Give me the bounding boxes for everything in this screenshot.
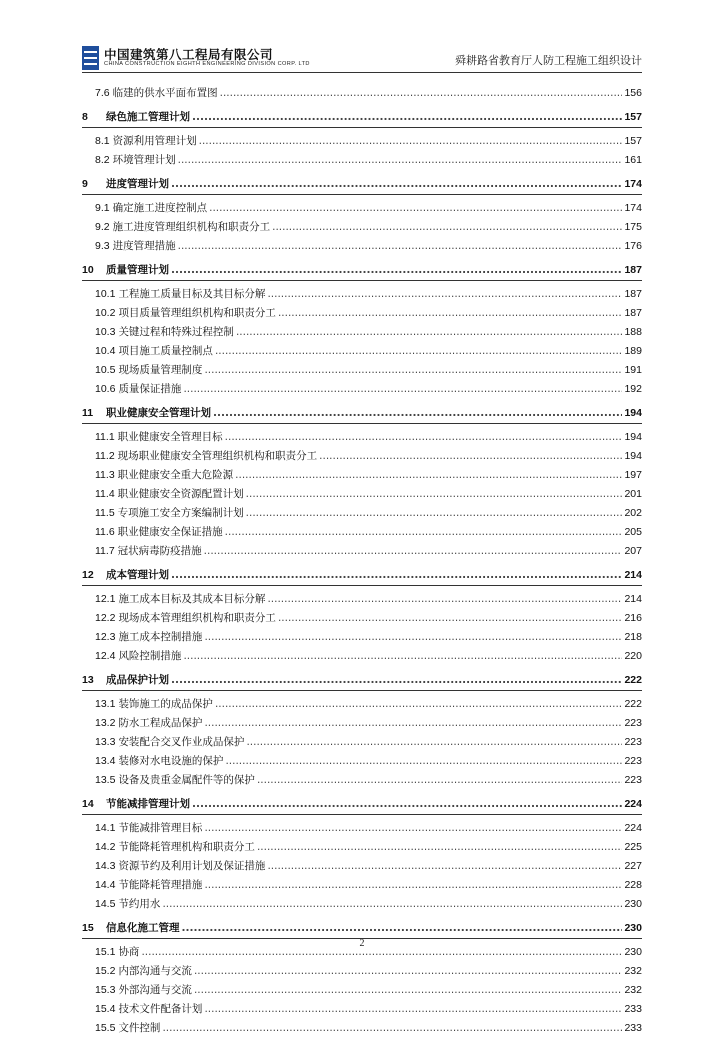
toc-entry-label bbox=[82, 790, 190, 819]
toc-section-entry[interactable] bbox=[82, 447, 642, 466]
toc-dot-leader bbox=[213, 399, 622, 428]
toc-dot-leader bbox=[319, 447, 622, 466]
toc-page-number: 189 bbox=[624, 345, 642, 357]
toc-entry-number: 15.4 bbox=[95, 1003, 116, 1015]
toc-entry-title: 质量保证措施 bbox=[118, 383, 182, 395]
toc-section-entry[interactable] bbox=[82, 380, 642, 399]
toc-dot-leader bbox=[171, 561, 622, 590]
toc-page-number: 202 bbox=[624, 507, 642, 519]
toc-dot-leader bbox=[171, 256, 622, 285]
toc-dot-leader bbox=[215, 695, 623, 714]
toc-page-number: 225 bbox=[624, 841, 642, 853]
toc-entry-label bbox=[82, 342, 213, 361]
toc-entry-label bbox=[82, 962, 192, 981]
toc-entry-label bbox=[82, 590, 265, 609]
toc-dot-leader bbox=[171, 170, 622, 199]
toc-page-number: 188 bbox=[624, 326, 642, 338]
toc-entry-title: 职业健康安全保证措施 bbox=[117, 526, 223, 538]
toc-entry-title: 进度管理措施 bbox=[112, 240, 176, 252]
toc-entry-title: 专项施工安全方案编制计划 bbox=[117, 507, 244, 519]
toc-entry-label bbox=[82, 838, 255, 857]
toc-entry-number: 9.2 bbox=[95, 221, 110, 233]
toc-entry-label bbox=[82, 237, 176, 256]
toc-entry-label bbox=[82, 132, 197, 151]
toc-entry-label bbox=[82, 428, 223, 447]
toc-entry-number: 11.3 bbox=[95, 469, 115, 481]
toc-dot-leader bbox=[162, 895, 622, 914]
toc-entry-title: 质量管理计划 bbox=[106, 264, 169, 276]
toc-entry-label bbox=[82, 771, 255, 790]
toc-dot-leader bbox=[267, 857, 622, 876]
toc-entry-number: 13.4 bbox=[95, 755, 116, 767]
toc-section-entry[interactable] bbox=[82, 542, 642, 561]
toc-dot-leader bbox=[267, 285, 622, 304]
toc-dot-leader bbox=[199, 132, 623, 151]
toc-page-number: 230 bbox=[624, 946, 642, 958]
toc-entry-label bbox=[82, 84, 218, 103]
toc-entry-title: 设备及贵重金属配件等的保护 bbox=[118, 774, 255, 786]
toc-page-number: 157 bbox=[624, 135, 642, 147]
toc-page-number: 214 bbox=[624, 569, 642, 581]
toc-entry-title: 信息化施工管理 bbox=[106, 922, 180, 934]
toc-entry-number: 13.3 bbox=[95, 736, 116, 748]
toc-entry-title: 职业健康安全重大危险源 bbox=[117, 469, 234, 481]
toc-dot-leader bbox=[246, 485, 623, 504]
toc-section-entry[interactable] bbox=[82, 647, 642, 666]
toc-dot-leader bbox=[204, 1000, 622, 1019]
toc-entry-label bbox=[82, 819, 202, 838]
toc-entry-number: 9.3 bbox=[95, 240, 110, 252]
toc-page-number: 232 bbox=[624, 984, 642, 996]
toc-dot-leader bbox=[171, 666, 622, 695]
toc-chapter-entry[interactable] bbox=[82, 256, 642, 285]
toc-entry-title: 节能减排管理目标 bbox=[118, 822, 203, 834]
toc-entry-number: 8.2 bbox=[95, 154, 110, 166]
toc-entry-number: 7.6 bbox=[95, 87, 110, 99]
toc-entry-label bbox=[82, 561, 169, 590]
toc-entry-title: 绿色施工管理计划 bbox=[106, 111, 190, 123]
toc-page-number: 218 bbox=[624, 631, 642, 643]
table-of-contents bbox=[82, 84, 642, 1038]
toc-entry-title: 风险控制措施 bbox=[118, 650, 182, 662]
toc-page-number: 176 bbox=[624, 240, 642, 252]
toc-section-entry[interactable] bbox=[82, 84, 642, 103]
toc-page-number: 174 bbox=[624, 202, 642, 214]
toc-page-number: 194 bbox=[624, 431, 642, 443]
toc-section-entry[interactable] bbox=[82, 857, 642, 876]
toc-entry-number: 8.1 bbox=[95, 135, 110, 147]
toc-entry-number: 12.3 bbox=[95, 631, 116, 643]
toc-page-number: 223 bbox=[624, 774, 642, 786]
toc-section-entry[interactable] bbox=[82, 590, 642, 609]
toc-entry-number: 15.2 bbox=[95, 965, 116, 977]
toc-section-entry[interactable] bbox=[82, 962, 642, 981]
toc-entry-title: 成本管理计划 bbox=[106, 569, 169, 581]
page-header bbox=[82, 40, 642, 72]
toc-page-number: 214 bbox=[624, 593, 642, 605]
toc-entry-label bbox=[82, 218, 270, 237]
toc-entry-number: 15.5 bbox=[95, 1022, 116, 1034]
toc-entry-number: 11.7 bbox=[95, 545, 115, 557]
toc-page-number: 222 bbox=[624, 674, 642, 686]
toc-dot-leader bbox=[225, 428, 623, 447]
toc-section-entry[interactable] bbox=[82, 523, 642, 542]
toc-dot-leader bbox=[204, 819, 622, 838]
toc-page-number: 197 bbox=[624, 469, 642, 481]
toc-entry-label bbox=[82, 1019, 160, 1038]
toc-dot-leader bbox=[178, 237, 623, 256]
toc-page-number: 156 bbox=[624, 87, 642, 99]
toc-entry-title: 节能降耗管理机构和职责分工 bbox=[118, 841, 255, 853]
toc-entry-title: 现场成本管理组织机构和职责分工 bbox=[118, 612, 276, 624]
toc-dot-leader bbox=[278, 304, 623, 323]
toc-entry-title: 装饰施工的成品保护 bbox=[118, 698, 213, 710]
toc-section-entry[interactable] bbox=[82, 609, 642, 628]
toc-entry-label bbox=[82, 542, 202, 561]
toc-entry-title: 施工成本目标及其成本目标分解 bbox=[118, 593, 266, 605]
toc-entry-title: 环境管理计划 bbox=[112, 154, 176, 166]
toc-entry-title: 项目施工质量控制点 bbox=[118, 345, 213, 357]
toc-entry-number: 10.1 bbox=[95, 288, 116, 300]
toc-page-number: 233 bbox=[624, 1003, 642, 1015]
toc-entry-number: 10.3 bbox=[95, 326, 116, 338]
toc-entry-number: 10.6 bbox=[95, 383, 116, 395]
company-name-en: CHINA CONSTRUCTION EIGHTH ENGINEERING DIVISION CORP. LTD bbox=[104, 61, 310, 67]
toc-entry-title: 工程施工质量目标及其目标分解 bbox=[118, 288, 266, 300]
toc-entry-title: 关键过程和特殊过程控制 bbox=[118, 326, 234, 338]
toc-dot-leader bbox=[192, 790, 622, 819]
toc-section-entry[interactable] bbox=[82, 361, 642, 380]
toc-page-number: 157 bbox=[624, 111, 642, 123]
toc-page-number: 194 bbox=[624, 450, 642, 462]
toc-section-entry[interactable] bbox=[82, 237, 642, 256]
toc-entry-number: 14.2 bbox=[95, 841, 116, 853]
toc-section-entry[interactable] bbox=[82, 504, 642, 523]
toc-entry-number: 10 bbox=[82, 264, 94, 276]
toc-entry-title: 内部沟通与交流 bbox=[118, 965, 192, 977]
toc-entry-number: 10.4 bbox=[95, 345, 116, 357]
toc-dot-leader bbox=[194, 962, 623, 981]
toc-entry-title: 外部沟通与交流 bbox=[118, 984, 192, 996]
toc-page-number: 228 bbox=[624, 879, 642, 891]
toc-entry-number: 14 bbox=[82, 798, 94, 810]
toc-entry-title: 项目质量管理组织机构和职责分工 bbox=[118, 307, 276, 319]
toc-section-entry[interactable] bbox=[82, 342, 642, 361]
toc-chapter-entry[interactable] bbox=[82, 666, 642, 695]
toc-dot-leader bbox=[220, 84, 623, 103]
toc-page-number: 207 bbox=[624, 545, 642, 557]
toc-entry-title: 进度管理计划 bbox=[106, 178, 169, 190]
toc-page-number: 222 bbox=[624, 698, 642, 710]
toc-entry-label bbox=[82, 170, 169, 199]
toc-entry-title: 节约用水 bbox=[118, 898, 161, 910]
toc-page-number: 227 bbox=[624, 860, 642, 872]
toc-entry-label bbox=[82, 876, 202, 895]
toc-entry-label bbox=[82, 733, 244, 752]
toc-entry-label bbox=[82, 752, 223, 771]
page-number: 2 bbox=[359, 938, 365, 949]
toc-section-entry[interactable] bbox=[82, 132, 642, 151]
toc-section-entry[interactable] bbox=[82, 151, 642, 170]
toc-entry-number: 11.4 bbox=[95, 488, 115, 500]
toc-page-number: 223 bbox=[624, 755, 642, 767]
toc-page-number: 216 bbox=[624, 612, 642, 624]
toc-page-number: 194 bbox=[624, 407, 642, 419]
toc-dot-leader bbox=[204, 361, 622, 380]
toc-entry-title: 成品保护计划 bbox=[106, 674, 169, 686]
toc-entry-title: 资源节约及利用计划及保证措施 bbox=[118, 860, 266, 872]
toc-entry-title: 节能降耗管理措施 bbox=[118, 879, 203, 891]
toc-chapter-entry[interactable] bbox=[82, 170, 642, 199]
toc-entry-number: 12.4 bbox=[95, 650, 116, 662]
toc-entry-label bbox=[82, 199, 207, 218]
toc-dot-leader bbox=[225, 752, 622, 771]
toc-page-number: 230 bbox=[624, 922, 642, 934]
toc-entry-label bbox=[82, 447, 317, 466]
toc-page-number: 191 bbox=[624, 364, 642, 376]
toc-entry-number: 11 bbox=[82, 407, 94, 419]
toc-dot-leader bbox=[246, 504, 623, 523]
toc-entry-number: 11.1 bbox=[95, 431, 115, 443]
toc-section-entry[interactable] bbox=[82, 628, 642, 647]
toc-section-entry[interactable] bbox=[82, 714, 642, 733]
toc-page-number: 201 bbox=[624, 488, 642, 500]
toc-entry-number: 8 bbox=[82, 111, 88, 123]
toc-page-number: 233 bbox=[624, 1022, 642, 1034]
toc-entry-title: 职业健康安全管理目标 bbox=[117, 431, 223, 443]
toc-entry-number: 14.4 bbox=[95, 879, 116, 891]
toc-chapter-entry[interactable] bbox=[82, 103, 642, 132]
toc-entry-number: 10.5 bbox=[95, 364, 116, 376]
toc-section-entry[interactable] bbox=[82, 1000, 642, 1019]
toc-section-entry[interactable] bbox=[82, 895, 642, 914]
toc-section-entry[interactable] bbox=[82, 285, 642, 304]
toc-entry-label bbox=[82, 399, 211, 428]
toc-section-entry[interactable] bbox=[82, 323, 642, 342]
toc-entry-title: 施工成本控制措施 bbox=[118, 631, 203, 643]
toc-entry-number: 12 bbox=[82, 569, 94, 581]
toc-entry-title: 装修对水电设施的保护 bbox=[118, 755, 224, 767]
toc-section-entry[interactable] bbox=[82, 981, 642, 1000]
toc-entry-number: 11.6 bbox=[95, 526, 115, 538]
toc-page-number: 220 bbox=[624, 650, 642, 662]
toc-entry-title: 防水工程成品保护 bbox=[118, 717, 203, 729]
toc-section-entry[interactable] bbox=[82, 218, 642, 237]
toc-dot-leader bbox=[204, 714, 622, 733]
toc-entry-label bbox=[82, 285, 265, 304]
company-logo-icon bbox=[82, 46, 99, 70]
toc-entry-title: 临建的供水平面布置图 bbox=[112, 87, 218, 99]
toc-section-entry[interactable] bbox=[82, 733, 642, 752]
toc-dot-leader bbox=[178, 151, 623, 170]
toc-section-entry[interactable] bbox=[82, 752, 642, 771]
toc-dot-leader bbox=[267, 590, 622, 609]
toc-page-number: 187 bbox=[624, 288, 642, 300]
toc-entry-label bbox=[82, 361, 202, 380]
toc-entry-title: 现场职业健康安全管理组织机构和职责分工 bbox=[117, 450, 318, 462]
toc-page-number: 187 bbox=[624, 307, 642, 319]
toc-page-number: 205 bbox=[624, 526, 642, 538]
toc-page-number: 223 bbox=[624, 736, 642, 748]
toc-dot-leader bbox=[204, 628, 622, 647]
header-divider bbox=[82, 72, 642, 73]
toc-entry-title: 确定施工进度控制点 bbox=[112, 202, 208, 214]
toc-section-entry[interactable] bbox=[82, 485, 642, 504]
toc-entry-title: 文件控制 bbox=[118, 1022, 161, 1034]
toc-dot-leader bbox=[235, 466, 622, 485]
toc-entry-number: 14.5 bbox=[95, 898, 116, 910]
toc-entry-label bbox=[82, 151, 176, 170]
toc-entry-title: 节能减排管理计划 bbox=[106, 798, 190, 810]
toc-dot-leader bbox=[215, 342, 623, 361]
toc-entry-title: 安装配合交叉作业成品保护 bbox=[118, 736, 245, 748]
toc-entry-label bbox=[82, 981, 192, 1000]
toc-section-entry[interactable] bbox=[82, 428, 642, 447]
toc-entry-title: 现场质量管理制度 bbox=[118, 364, 203, 376]
toc-entry-number: 12.1 bbox=[95, 593, 116, 605]
toc-page-number: 192 bbox=[624, 383, 642, 395]
toc-dot-leader bbox=[209, 199, 622, 218]
toc-section-entry[interactable] bbox=[82, 1019, 642, 1038]
toc-page-number: 187 bbox=[624, 264, 642, 276]
toc-entry-number: 9.1 bbox=[95, 202, 110, 214]
toc-section-entry[interactable] bbox=[82, 771, 642, 790]
toc-entry-label bbox=[82, 666, 169, 695]
toc-section-entry[interactable] bbox=[82, 695, 642, 714]
toc-entry-title: 技术文件配备计划 bbox=[118, 1003, 203, 1015]
toc-entry-label bbox=[82, 485, 244, 504]
toc-entry-label bbox=[82, 256, 169, 285]
toc-entry-label bbox=[82, 714, 202, 733]
toc-entry-title: 职业健康安全资源配置计划 bbox=[117, 488, 244, 500]
toc-entry-title: 冠状病毒防疫措施 bbox=[117, 545, 202, 557]
toc-section-entry[interactable] bbox=[82, 304, 642, 323]
toc-dot-leader bbox=[204, 876, 622, 895]
toc-entry-number: 15.3 bbox=[95, 984, 116, 996]
toc-dot-leader bbox=[162, 1019, 622, 1038]
toc-entry-label bbox=[82, 103, 190, 132]
document-title: 舜耕路省教育厅人防工程施工组织设计 bbox=[455, 54, 642, 67]
toc-entry-label bbox=[82, 523, 223, 542]
toc-entry-title: 施工进度管理组织机构和职责分工 bbox=[112, 221, 271, 233]
toc-page-number: 224 bbox=[624, 798, 642, 810]
toc-section-entry[interactable] bbox=[82, 876, 642, 895]
toc-entry-number: 13.2 bbox=[95, 717, 116, 729]
toc-dot-leader bbox=[194, 981, 623, 1000]
toc-page-number: 174 bbox=[624, 178, 642, 190]
toc-entry-label bbox=[82, 609, 276, 628]
toc-entry-title: 协商 bbox=[118, 946, 140, 958]
toc-entry-label bbox=[82, 504, 244, 523]
toc-entry-number: 13 bbox=[82, 674, 94, 686]
toc-page-number: 161 bbox=[624, 154, 642, 166]
toc-dot-leader bbox=[278, 609, 623, 628]
toc-page-number: 175 bbox=[624, 221, 642, 233]
toc-page-number: 224 bbox=[624, 822, 642, 834]
toc-dot-leader bbox=[204, 542, 623, 561]
toc-entry-number: 11.2 bbox=[95, 450, 115, 462]
toc-entry-number: 15 bbox=[82, 922, 94, 934]
toc-dot-leader bbox=[192, 103, 622, 132]
toc-chapter-entry[interactable] bbox=[82, 561, 642, 590]
toc-entry-label bbox=[82, 695, 213, 714]
toc-entry-label bbox=[82, 323, 234, 342]
toc-entry-number: 15.1 bbox=[95, 946, 116, 958]
toc-dot-leader bbox=[225, 523, 623, 542]
toc-entry-number: 13.5 bbox=[95, 774, 116, 786]
toc-entry-label bbox=[82, 380, 181, 399]
toc-section-entry[interactable] bbox=[82, 819, 642, 838]
toc-section-entry[interactable] bbox=[82, 199, 642, 218]
toc-section-entry[interactable] bbox=[82, 838, 642, 857]
toc-entry-number: 13.1 bbox=[95, 698, 116, 710]
toc-dot-leader bbox=[246, 733, 622, 752]
toc-entry-title: 资源利用管理计划 bbox=[112, 135, 197, 147]
toc-dot-leader bbox=[183, 380, 622, 399]
toc-dot-leader bbox=[272, 218, 622, 237]
toc-chapter-entry[interactable] bbox=[82, 399, 642, 428]
company-name-cn: 中国建筑第八工程局有限公司 bbox=[104, 47, 274, 62]
toc-entry-label bbox=[82, 1000, 202, 1019]
toc-page-number: 223 bbox=[624, 717, 642, 729]
toc-entry-number: 14.1 bbox=[95, 822, 116, 834]
toc-entry-title: 职业健康安全管理计划 bbox=[106, 407, 211, 419]
toc-entry-number: 12.2 bbox=[95, 612, 116, 624]
toc-page-number: 232 bbox=[624, 965, 642, 977]
toc-page-number: 230 bbox=[624, 898, 642, 910]
toc-entry-label bbox=[82, 304, 276, 323]
toc-entry-label bbox=[82, 628, 202, 647]
toc-entry-label bbox=[82, 895, 160, 914]
toc-entry-label bbox=[82, 857, 265, 876]
toc-dot-leader bbox=[257, 838, 623, 857]
toc-entry-number: 9 bbox=[82, 178, 88, 190]
toc-chapter-entry[interactable] bbox=[82, 790, 642, 819]
toc-section-entry[interactable] bbox=[82, 466, 642, 485]
toc-entry-number: 14.3 bbox=[95, 860, 116, 872]
toc-dot-leader bbox=[236, 323, 623, 342]
toc-dot-leader bbox=[183, 647, 622, 666]
toc-entry-label bbox=[82, 647, 181, 666]
toc-entry-number: 11.5 bbox=[95, 507, 115, 519]
toc-entry-number: 10.2 bbox=[95, 307, 116, 319]
toc-entry-label bbox=[82, 466, 233, 485]
toc-dot-leader bbox=[257, 771, 623, 790]
